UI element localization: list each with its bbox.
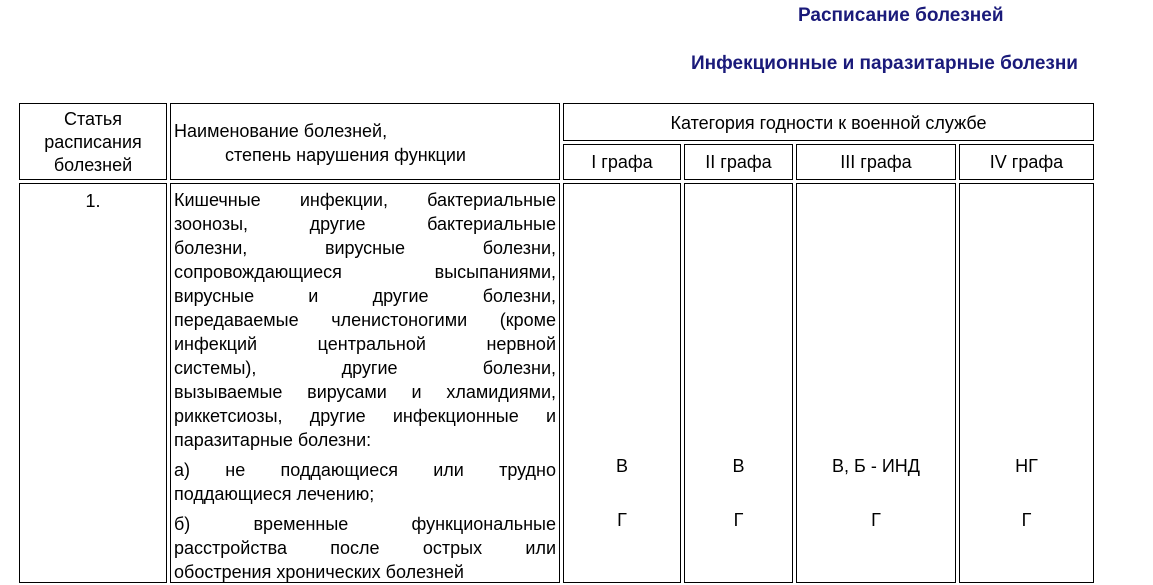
value-b: Г xyxy=(733,510,744,530)
value-b: Г xyxy=(617,510,627,530)
section-title: Инфекционные и паразитарные болезни xyxy=(691,53,1078,74)
value-a: В xyxy=(732,456,745,476)
header-name-line: Наименование болезней, xyxy=(174,121,388,141)
value-b: Г xyxy=(1021,510,1032,530)
subrow-line: расстройства после острых или xyxy=(174,538,556,558)
value-a: В xyxy=(615,456,628,476)
header-article-line: Статья xyxy=(63,109,123,129)
subrow-line: а) не поддающиеся или трудно xyxy=(174,460,556,480)
description-line: болезни, вирусные болезни, xyxy=(174,238,556,258)
description-line: сопровождающиеся высыпаниями, xyxy=(174,262,556,282)
header-col-3: III графа xyxy=(796,144,956,180)
description-line: паразитарные болезни: xyxy=(174,430,372,450)
header-col-2: II графа xyxy=(684,144,793,180)
value-col-4 xyxy=(959,183,1094,583)
description-line: системы), другие болезни, xyxy=(174,358,556,378)
description-line: инфекций центральной нервной xyxy=(174,334,556,354)
value-a: НГ xyxy=(1015,456,1038,476)
description-line: риккетсиозы, другие инфекционные и xyxy=(174,406,556,426)
subrow-b-text xyxy=(174,512,556,584)
header-article xyxy=(19,103,167,180)
subrow-line: обострения хронических болезней xyxy=(174,562,464,582)
value-b: Г xyxy=(871,510,881,530)
description-line: передаваемые членистоногими (кроме xyxy=(174,310,556,330)
value-a: В, Б - ИНД xyxy=(832,456,920,476)
header-category: Категория годности к военной службе xyxy=(563,103,1094,141)
description-line: вирусные и другие болезни, xyxy=(174,286,556,306)
description-line: Кишечные инфекции, бактериальные xyxy=(174,190,556,210)
header-col-4: IV графа xyxy=(959,144,1094,180)
value-col-3 xyxy=(796,183,956,583)
header-article-line: расписания xyxy=(44,132,142,152)
header-name-line: степень нарушения функции xyxy=(225,145,466,165)
value-col-1 xyxy=(563,183,681,583)
header-name xyxy=(170,103,560,180)
value-col-2 xyxy=(684,183,793,583)
header-article-line: болезней xyxy=(53,155,133,175)
row-description xyxy=(170,183,560,583)
subrow-a-text xyxy=(174,458,556,506)
subrow-line: поддающиеся лечению; xyxy=(174,484,375,504)
header-col-1: I графа xyxy=(563,144,681,180)
page-title: Расписание болезней xyxy=(798,5,1004,26)
description-main xyxy=(174,188,556,452)
description-line: зоонозы, другие бактериальные xyxy=(174,214,556,234)
subrow-line: б) временные функциональные xyxy=(174,514,556,534)
description-line: вызываемые вирусами и хламидиями, xyxy=(174,382,556,402)
row-number: 1. xyxy=(19,183,167,583)
